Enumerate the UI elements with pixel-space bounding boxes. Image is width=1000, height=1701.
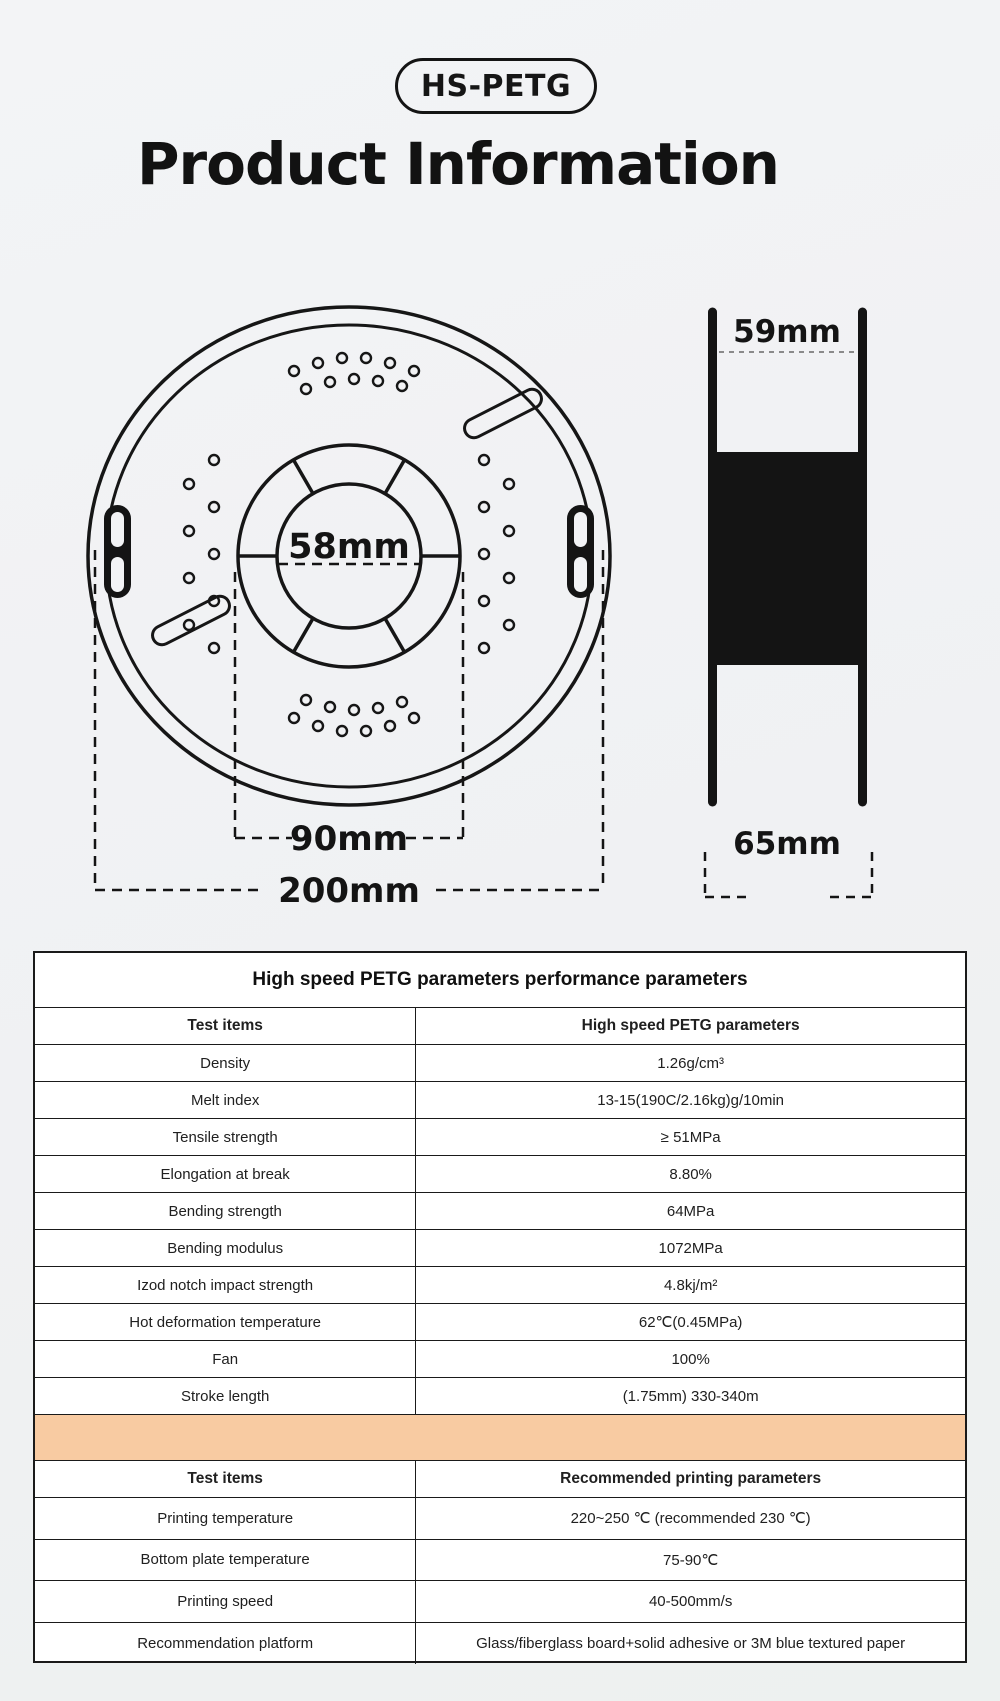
- row-item: Printing temperature: [35, 1498, 416, 1539]
- spool-side-view: [713, 312, 863, 802]
- row-item: Izod notch impact strength: [35, 1267, 416, 1303]
- table-row: [35, 1498, 965, 1540]
- performance-header-item: Test items: [35, 1008, 416, 1044]
- table-row: [35, 1082, 965, 1119]
- diagonal-slots: [149, 386, 544, 648]
- row-item: Stroke length: [35, 1378, 416, 1414]
- printing-header-row: [35, 1461, 965, 1498]
- left-grip-slot: [104, 505, 131, 598]
- inner-diameter-label: 90mm: [289, 819, 409, 859]
- badge-label: HS-PETG: [420, 68, 572, 104]
- row-value: Glass/fiberglass board+solid adhesive or 3M blue textured paper: [476, 1634, 906, 1652]
- row-item: Bottom plate temperature: [35, 1540, 416, 1581]
- row-value: 4.8kj/m²: [663, 1276, 718, 1294]
- performance-header-value: High speed PETG parameters: [581, 1017, 800, 1034]
- row-item: Fan: [35, 1341, 416, 1377]
- row-item: Bending modulus: [35, 1230, 416, 1266]
- row-item: Printing speed: [35, 1581, 416, 1622]
- printing-header-item: Test items: [35, 1461, 416, 1497]
- filament-wound-area: [717, 452, 858, 665]
- spec-table-title: High speed PETG parameters performance parameters: [35, 953, 965, 1008]
- row-value: 13-15(190C/2.16kg)g/10min: [597, 1091, 785, 1109]
- spec-table: [33, 951, 967, 1663]
- table-row: [35, 1045, 965, 1082]
- table-row: [35, 1267, 965, 1304]
- row-item: Recommendation platform: [35, 1623, 416, 1665]
- row-item: Hot deformation temperature: [35, 1304, 416, 1340]
- table-row: [35, 1304, 965, 1341]
- table-row: [35, 1581, 965, 1623]
- row-item: Tensile strength: [35, 1119, 416, 1155]
- section-divider-band: [35, 1415, 965, 1461]
- table-row: [35, 1230, 965, 1267]
- row-value: ≥ 51MPa: [660, 1128, 721, 1146]
- right-grip-slot: [567, 505, 594, 598]
- table-row: [35, 1341, 965, 1378]
- row-item: Bending strength: [35, 1193, 416, 1229]
- row-item: Density: [35, 1045, 416, 1081]
- row-value: 40-500mm/s: [648, 1592, 733, 1610]
- row-value: 62℃(0.45MPa): [638, 1314, 743, 1331]
- row-value: 8.80%: [669, 1165, 712, 1183]
- product-type-badge: [395, 58, 597, 114]
- row-value: 100%: [671, 1350, 710, 1368]
- inner-width-label: 59mm: [733, 314, 841, 350]
- outer-diameter-label: 200mm: [278, 871, 420, 911]
- row-value: 75-90℃: [663, 1551, 719, 1569]
- table-row: [35, 1378, 965, 1415]
- row-value: 64MPa: [666, 1202, 715, 1220]
- table-row: [35, 1119, 965, 1156]
- spool-technical-drawing: [0, 250, 1000, 940]
- row-value: 1.26g/cm³: [657, 1054, 724, 1072]
- row-item: Elongation at break: [35, 1156, 416, 1192]
- printing-header-value: Recommended printing parameters: [560, 1470, 822, 1487]
- outer-width-label: 65mm: [733, 826, 841, 862]
- table-row: [35, 1193, 965, 1230]
- hub-diameter-label: 58mm: [288, 527, 410, 567]
- row-item: Melt index: [35, 1082, 416, 1118]
- row-value: (1.75mm) 330-340m: [622, 1387, 759, 1405]
- table-row: [35, 1623, 965, 1665]
- row-value: 220~250 ℃ (recommended 230 ℃): [570, 1510, 811, 1528]
- table-row: [35, 1156, 965, 1193]
- performance-header-row: [35, 1008, 965, 1045]
- row-value: 1072MPa: [658, 1239, 723, 1257]
- table-row: [35, 1540, 965, 1582]
- page-title: Product Information: [137, 130, 779, 198]
